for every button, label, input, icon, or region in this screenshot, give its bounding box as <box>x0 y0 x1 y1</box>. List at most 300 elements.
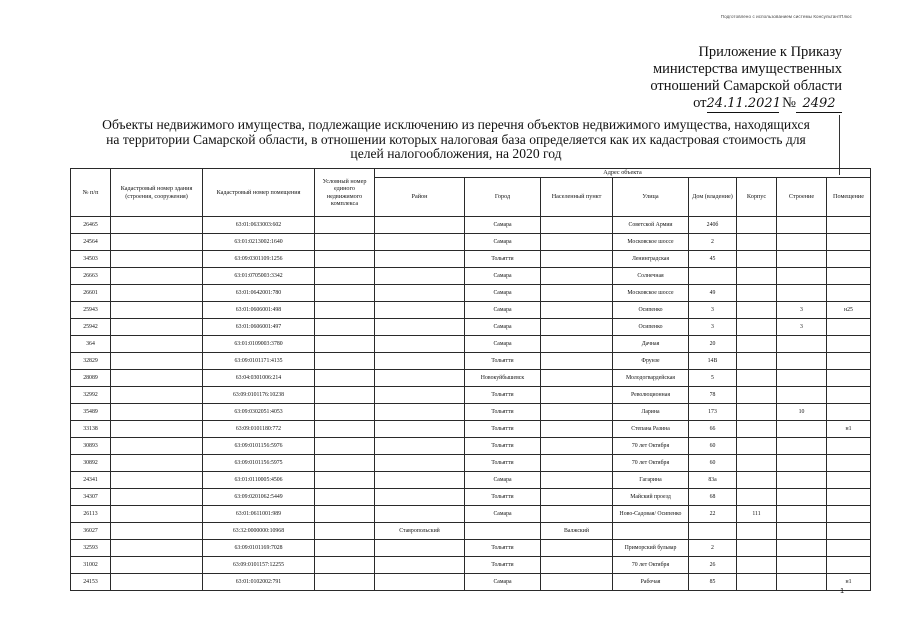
cell-building <box>777 387 827 404</box>
cell-building <box>777 421 827 438</box>
cell-room <box>827 370 871 387</box>
cell-street: Ново-Садовая/ Осипенко <box>613 506 689 523</box>
table-body <box>71 217 871 591</box>
cell-room <box>827 336 871 353</box>
cell-house: 85 <box>689 574 737 591</box>
cell-settlement <box>541 472 613 489</box>
cell-cad-premise: 63:09:0101157:12255 <box>203 557 315 574</box>
table-row <box>71 404 871 421</box>
cell-settlement <box>541 336 613 353</box>
cell-building <box>777 234 827 251</box>
cell-cad-premise: 63:01:0642001:780 <box>203 285 315 302</box>
cell-settlement <box>541 438 613 455</box>
cell-district <box>375 319 465 336</box>
cell-street: Майский проезд <box>613 489 689 506</box>
table-row <box>71 251 871 268</box>
cell-city: Самара <box>465 217 541 234</box>
cell-street <box>613 523 689 540</box>
cell-cond-num <box>315 285 375 302</box>
cell-street: Революционная <box>613 387 689 404</box>
cell-house: 45 <box>689 251 737 268</box>
handwritten-number: 2492 <box>796 95 842 113</box>
cell-settlement <box>541 540 613 557</box>
cell-cad-premise: 63:09:0201062:5449 <box>203 489 315 506</box>
cell-corpus <box>737 489 777 506</box>
cell-cad-premise: 63:01:0606001:498 <box>203 302 315 319</box>
cell-city: Тольятти <box>465 251 541 268</box>
appendix-line-1: Приложение к Приказу <box>698 44 842 60</box>
cell-street: Осипенко <box>613 302 689 319</box>
cell-street: 70 лет Октября <box>613 455 689 472</box>
cell-num: 31002 <box>71 557 111 574</box>
cell-street: Ленинградская <box>613 251 689 268</box>
header-settlement: Населенный пункт <box>541 178 613 217</box>
cell-settlement <box>541 506 613 523</box>
cell-num: 34503 <box>71 251 111 268</box>
cell-num: 36027 <box>71 523 111 540</box>
header-address: Адрес объекта <box>375 169 871 178</box>
cell-district <box>375 268 465 285</box>
consultantplus-watermark: Подготовлено с использованием системы КонсультантПлюс <box>720 14 852 19</box>
cell-settlement <box>541 285 613 302</box>
cell-num: 32593 <box>71 540 111 557</box>
cell-cad-building <box>111 285 203 302</box>
cell-district <box>375 438 465 455</box>
cell-cad-building <box>111 268 203 285</box>
cell-building <box>777 523 827 540</box>
cell-cad-building <box>111 336 203 353</box>
table-row <box>71 574 871 591</box>
cell-building <box>777 353 827 370</box>
cell-room <box>827 285 871 302</box>
cell-cad-building <box>111 302 203 319</box>
cell-city: Тольятти <box>465 353 541 370</box>
cell-corpus <box>737 404 777 421</box>
cell-district <box>375 404 465 421</box>
cell-cad-premise: 63:09:0301109:1256 <box>203 251 315 268</box>
cell-house: 5 <box>689 370 737 387</box>
cell-house: 173 <box>689 404 737 421</box>
table-row <box>71 353 871 370</box>
cell-cond-num <box>315 268 375 285</box>
cell-district <box>375 540 465 557</box>
table-row <box>71 523 871 540</box>
cell-corpus <box>737 523 777 540</box>
number-prefix: № <box>782 95 796 111</box>
table-row <box>71 336 871 353</box>
cell-cad-premise: 63:09:0101180:772 <box>203 421 315 438</box>
cell-house: 20 <box>689 336 737 353</box>
cell-city: Самара <box>465 268 541 285</box>
cell-house <box>689 523 737 540</box>
cell-house: 240б <box>689 217 737 234</box>
cell-building <box>777 455 827 472</box>
cell-district <box>375 251 465 268</box>
cell-street: Московское шоссе <box>613 234 689 251</box>
table-row <box>71 234 871 251</box>
cell-building <box>777 540 827 557</box>
cell-corpus <box>737 421 777 438</box>
cell-cad-building <box>111 557 203 574</box>
cell-corpus <box>737 455 777 472</box>
cell-cad-premise: 63:09:0101171:4135 <box>203 353 315 370</box>
cell-settlement <box>541 489 613 506</box>
cell-corpus <box>737 217 777 234</box>
header-num: № п/п <box>71 169 111 217</box>
cell-cad-building <box>111 387 203 404</box>
cell-settlement <box>541 268 613 285</box>
cell-settlement <box>541 353 613 370</box>
cell-num: 364 <box>71 336 111 353</box>
cell-house: 49 <box>689 285 737 302</box>
cell-building <box>777 251 827 268</box>
cell-corpus: 111 <box>737 506 777 523</box>
cell-district <box>375 302 465 319</box>
cell-num: 24341 <box>71 472 111 489</box>
table-row <box>71 557 871 574</box>
cell-cad-premise: 63:01:0633003:602 <box>203 217 315 234</box>
table-row <box>71 387 871 404</box>
cell-settlement <box>541 404 613 421</box>
cell-cad-building <box>111 540 203 557</box>
cell-cad-premise: 63:01:0606001:497 <box>203 319 315 336</box>
cell-city: Тольятти <box>465 455 541 472</box>
cell-room <box>827 506 871 523</box>
cell-building <box>777 557 827 574</box>
header-cad-premise: Кадастровый номер помещения <box>203 169 315 217</box>
cell-street: Гагарина <box>613 472 689 489</box>
header-corpus: Корпус <box>737 178 777 217</box>
cell-cond-num <box>315 523 375 540</box>
cell-cad-building <box>111 404 203 421</box>
cell-city: Самара <box>465 506 541 523</box>
header-cad-building: Кадастровый номер здания (строения, сооружения) <box>111 169 203 217</box>
cell-cad-premise: 63:01:0110005:4506 <box>203 472 315 489</box>
cell-district: Ставропольский <box>375 523 465 540</box>
cell-house: 66 <box>689 421 737 438</box>
cell-house: 2 <box>689 540 737 557</box>
cell-district <box>375 217 465 234</box>
cell-city: Тольятти <box>465 540 541 557</box>
cell-cond-num <box>315 404 375 421</box>
cell-street: Осипенко <box>613 319 689 336</box>
cell-district <box>375 506 465 523</box>
cell-cad-building <box>111 370 203 387</box>
cell-city <box>465 523 541 540</box>
cell-district <box>375 285 465 302</box>
cell-corpus <box>737 285 777 302</box>
cell-building: 3 <box>777 302 827 319</box>
cell-cad-premise: 63:09:0101176:10238 <box>203 387 315 404</box>
cell-street: Молодогвардейская <box>613 370 689 387</box>
cell-cond-num <box>315 455 375 472</box>
table-row <box>71 421 871 438</box>
cell-cond-num <box>315 557 375 574</box>
header-city: Город <box>465 178 541 217</box>
header-street: Улица <box>613 178 689 217</box>
cell-cad-premise: 63:09:0101156:5976 <box>203 438 315 455</box>
cell-city: Тольятти <box>465 489 541 506</box>
cell-cad-premise: 63:01:0102002:791 <box>203 574 315 591</box>
cell-cond-num <box>315 489 375 506</box>
cell-street: 70 лет Октября <box>613 438 689 455</box>
table-row <box>71 217 871 234</box>
cell-city: Тольятти <box>465 421 541 438</box>
table-row <box>71 540 871 557</box>
cell-room <box>827 234 871 251</box>
cell-num: 28089 <box>71 370 111 387</box>
cell-building: 3 <box>777 319 827 336</box>
cell-cond-num <box>315 302 375 319</box>
cell-room <box>827 353 871 370</box>
cell-cad-premise: 63:01:0705003:3342 <box>203 268 315 285</box>
cell-room <box>827 472 871 489</box>
cell-street: Фрунзе <box>613 353 689 370</box>
header-district: Район <box>375 178 465 217</box>
cell-room <box>827 387 871 404</box>
cell-building <box>777 268 827 285</box>
cell-corpus <box>737 336 777 353</box>
cell-settlement <box>541 421 613 438</box>
order-date-number <box>650 95 842 113</box>
cell-house: 2 <box>689 234 737 251</box>
cell-num: 24564 <box>71 234 111 251</box>
cell-house: 68 <box>689 489 737 506</box>
table-row <box>71 472 871 489</box>
cell-cad-premise: 63:09:0101156:5975 <box>203 455 315 472</box>
cell-corpus <box>737 472 777 489</box>
cell-district <box>375 472 465 489</box>
cell-district <box>375 353 465 370</box>
cell-building <box>777 438 827 455</box>
cell-room <box>827 217 871 234</box>
cell-num: 26601 <box>71 285 111 302</box>
cell-room: н25 <box>827 302 871 319</box>
cell-building <box>777 217 827 234</box>
cell-settlement <box>541 574 613 591</box>
cell-house: 3 <box>689 302 737 319</box>
cell-corpus <box>737 540 777 557</box>
cell-cad-building <box>111 472 203 489</box>
cell-settlement <box>541 234 613 251</box>
cell-settlement <box>541 370 613 387</box>
cell-house: 78 <box>689 387 737 404</box>
appendix-header <box>650 44 842 113</box>
cell-cond-num <box>315 251 375 268</box>
cell-settlement <box>541 302 613 319</box>
cell-num: 34307 <box>71 489 111 506</box>
cell-city: Самара <box>465 472 541 489</box>
header-building: Строение <box>777 178 827 217</box>
cell-corpus <box>737 353 777 370</box>
cell-cad-premise: 63:09:0302051:4053 <box>203 404 315 421</box>
cell-room <box>827 557 871 574</box>
table-row <box>71 506 871 523</box>
cell-corpus <box>737 302 777 319</box>
cell-district <box>375 336 465 353</box>
cell-cad-building <box>111 438 203 455</box>
header-room: Помещение <box>827 178 871 217</box>
cell-corpus <box>737 438 777 455</box>
cell-settlement: Валжский <box>541 523 613 540</box>
cell-street: Ларина <box>613 404 689 421</box>
cell-building <box>777 370 827 387</box>
appendix-line-3: отношений Самарской области <box>650 78 842 94</box>
cell-room <box>827 523 871 540</box>
cell-num: 26663 <box>71 268 111 285</box>
cell-cond-num <box>315 387 375 404</box>
cell-city: Новокуйбышевск <box>465 370 541 387</box>
cell-cad-building <box>111 574 203 591</box>
cell-house: 22 <box>689 506 737 523</box>
appendix-line-2: министерства имущественных <box>652 61 842 77</box>
cell-corpus <box>737 574 777 591</box>
cell-house: 26 <box>689 557 737 574</box>
cell-cad-premise: 63:04:0301006:214 <box>203 370 315 387</box>
cell-house <box>689 268 737 285</box>
table-row <box>71 319 871 336</box>
cell-room: н1 <box>827 421 871 438</box>
cell-cad-building <box>111 251 203 268</box>
cell-num: 26113 <box>71 506 111 523</box>
cell-cad-building <box>111 523 203 540</box>
cell-cad-building <box>111 319 203 336</box>
cell-cond-num <box>315 217 375 234</box>
cell-building <box>777 336 827 353</box>
cell-corpus <box>737 251 777 268</box>
cell-cad-premise: 63:01:0213002:1640 <box>203 234 315 251</box>
cell-num: 30893 <box>71 438 111 455</box>
cell-street: Дачная <box>613 336 689 353</box>
cell-district <box>375 370 465 387</box>
cell-cad-building <box>111 489 203 506</box>
cell-street: Степана Разина <box>613 421 689 438</box>
cell-room <box>827 438 871 455</box>
cell-room <box>827 268 871 285</box>
cell-room <box>827 404 871 421</box>
cell-cond-num <box>315 234 375 251</box>
cell-street: 70 лет Октября <box>613 557 689 574</box>
cell-district <box>375 574 465 591</box>
table-row <box>71 455 871 472</box>
cell-district <box>375 234 465 251</box>
cell-num: 30892 <box>71 455 111 472</box>
cell-city: Тольятти <box>465 404 541 421</box>
cell-cond-num <box>315 472 375 489</box>
cell-city: Самара <box>465 574 541 591</box>
cell-settlement <box>541 319 613 336</box>
cell-corpus <box>737 268 777 285</box>
cell-cond-num <box>315 336 375 353</box>
cell-num: 24153 <box>71 574 111 591</box>
cell-building <box>777 472 827 489</box>
cell-settlement <box>541 455 613 472</box>
cell-city: Самара <box>465 302 541 319</box>
cell-num: 32992 <box>71 387 111 404</box>
cell-corpus <box>737 370 777 387</box>
cell-house: 83а <box>689 472 737 489</box>
cell-cad-building <box>111 353 203 370</box>
cell-district <box>375 455 465 472</box>
cell-corpus <box>737 387 777 404</box>
cell-street: Рабочая <box>613 574 689 591</box>
cell-cond-num <box>315 574 375 591</box>
cell-house: 60 <box>689 455 737 472</box>
table-row <box>71 438 871 455</box>
cell-cad-building <box>111 421 203 438</box>
cell-room <box>827 540 871 557</box>
cell-cond-num <box>315 540 375 557</box>
cell-room: н1 <box>827 574 871 591</box>
cell-num: 32829 <box>71 353 111 370</box>
cell-cad-building <box>111 217 203 234</box>
header-house: Дом (владение) <box>689 178 737 217</box>
cell-num: 33138 <box>71 421 111 438</box>
cell-district <box>375 557 465 574</box>
cell-cad-building <box>111 455 203 472</box>
cell-room <box>827 455 871 472</box>
cell-city: Самара <box>465 285 541 302</box>
cell-cond-num <box>315 506 375 523</box>
date-prefix: от <box>693 95 707 111</box>
cell-corpus <box>737 557 777 574</box>
cell-city: Самара <box>465 336 541 353</box>
table-row <box>71 268 871 285</box>
cell-building <box>777 489 827 506</box>
cell-cad-building <box>111 234 203 251</box>
cell-street: Приморский бульвар <box>613 540 689 557</box>
cell-building <box>777 574 827 591</box>
cell-house: 3 <box>689 319 737 336</box>
cell-city: Самара <box>465 234 541 251</box>
cell-house: 14В <box>689 353 737 370</box>
cell-cad-building <box>111 506 203 523</box>
cell-district <box>375 421 465 438</box>
cell-settlement <box>541 557 613 574</box>
page-number: 1 <box>840 588 844 595</box>
cell-cond-num <box>315 370 375 387</box>
cell-corpus <box>737 234 777 251</box>
cell-city: Самара <box>465 319 541 336</box>
table-row <box>71 489 871 506</box>
property-table <box>70 168 871 591</box>
cell-district <box>375 387 465 404</box>
cell-building <box>777 285 827 302</box>
cell-settlement <box>541 217 613 234</box>
cell-cond-num <box>315 438 375 455</box>
cell-corpus <box>737 319 777 336</box>
cell-settlement <box>541 251 613 268</box>
table-row <box>71 302 871 319</box>
header-cond-num: Условный номер единого недвижимого комплекса <box>315 169 375 217</box>
cell-num: 26465 <box>71 217 111 234</box>
cell-building: 10 <box>777 404 827 421</box>
cell-num: 25942 <box>71 319 111 336</box>
cell-cad-premise: 63:01:0611001:989 <box>203 506 315 523</box>
cell-room <box>827 319 871 336</box>
table-row <box>71 370 871 387</box>
cell-settlement <box>541 387 613 404</box>
cell-city: Тольятти <box>465 387 541 404</box>
cell-cond-num <box>315 353 375 370</box>
cell-city: Тольятти <box>465 438 541 455</box>
margin-line <box>839 115 840 175</box>
cell-building <box>777 506 827 523</box>
cell-room <box>827 489 871 506</box>
document-title: Объекты недвижимого имущества, подлежащие исключению из перечня объектов недвижимого имущества, находящихся на территории Самарской области, в отношении которых налоговая база определяется как их кадастровая стоимость для целей налогообложения, на 2020 год <box>102 117 810 161</box>
cell-street: Советской Армии <box>613 217 689 234</box>
cell-num: 25943 <box>71 302 111 319</box>
